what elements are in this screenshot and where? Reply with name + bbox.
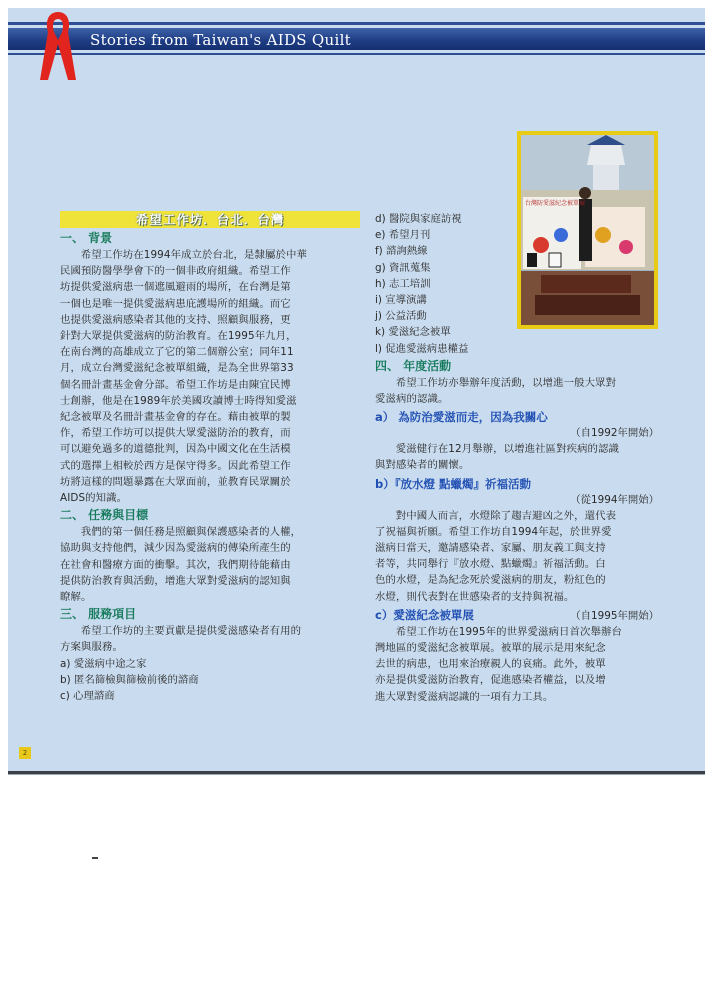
s1-line: 也提供愛滋病感染者其他的支持、照顧與服務，更 [60, 313, 291, 326]
article-title: 希望工作坊．台北．台灣 [60, 211, 360, 228]
right-column [375, 211, 675, 705]
s2-line: 在社會和醫療方面的衝擊。其次，我們期待能藉由 [60, 558, 291, 571]
activity-a-line: 愛滋健行在12月舉辦，以增進社區對疾病的認識 [395, 443, 620, 456]
s1-line: 在南台灣的高雄成立了它的第二個辦公室；同年11 [60, 346, 294, 359]
s1-line: 針對大眾提供愛滋病的防治教育。在1995年九月， [60, 330, 297, 343]
activity-b-line: 色的水燈，是為紀念死於愛滋病的朋友，粉紅色的 [375, 574, 606, 587]
s1-line: 坊將這樣的問題暴露在大眾面前，並教育民眾關於 [60, 475, 291, 488]
service-item: l) 促進愛滋病患權益 [375, 342, 469, 355]
s1-line: 個名冊計畫基金會分部。希望工作坊是由陳宜民博 [60, 378, 291, 391]
s1-line: 可以避免過多的道德批判，因為中國文化在生活模 [60, 443, 291, 456]
s2-line: 協助與支持他們，減少因為愛滋病的傳染所產生的 [60, 542, 291, 555]
section-2-heading: 二、 任務與目標 [60, 508, 149, 523]
s4-line: 希望工作坊亦舉辦年度活動，以增進一般大眾對 [395, 376, 617, 389]
activity-c-heading: c）愛滋紀念被單展 [375, 607, 474, 622]
activity-b-heading: b）『放水燈 點蠟燭』祈福活動 [375, 476, 531, 491]
activity-c-line: 去世的病患，也用來治療親人的哀痛。此外，被單 [375, 658, 606, 671]
service-item: a) 愛滋病中途之家 [60, 657, 147, 670]
s1-line: 作，希望工作坊可以提供大眾愛滋防治的教育，而 [60, 427, 291, 440]
activity-b-line: 者等，共同舉行『放水燈、點蠟燭』祈福活動。白 [375, 558, 606, 571]
red-ribbon-icon [34, 10, 82, 82]
activity-a-since: （自1992年開始） [570, 427, 659, 440]
s2-line: 瞭解。 [60, 591, 92, 604]
activity-a-heading: a） 為防治愛滋而走，因為我關心 [375, 410, 548, 425]
service-item: h) 志工培訓 [375, 277, 431, 290]
left-column [60, 211, 360, 704]
s3-line: 方案與服務。 [60, 641, 123, 654]
activity-c-since: （自1995年開始） [570, 609, 659, 622]
s1-line: 紀念被單及名冊計畫基金會的存在。藉由被單的製 [60, 411, 291, 424]
section-3-heading: 三、 服務項目 [60, 607, 137, 622]
activity-c-line: 灣地區的愛滋紀念被單展。被單的展示是用來紀念 [375, 642, 606, 655]
section-4-heading: 四、 年度活動 [375, 358, 452, 373]
service-item: k) 愛滋紀念被單 [375, 326, 451, 339]
activity-a-line: 與對感染者的關懷。 [375, 459, 470, 472]
s3-line: 希望工作坊的主要貢獻是提供愛滋感染者有用的 [80, 625, 302, 638]
section-1-body [60, 247, 360, 506]
activity-c-line: 進大眾對愛滋病認識的一項有力工具。 [375, 690, 554, 703]
s1-line: AIDS的知識。 [60, 492, 128, 505]
activity-b-line: 滋病日當天，邀請感染者、家屬、朋友義工與支持 [375, 542, 606, 555]
section-2-body [60, 524, 360, 605]
s1-line: 一個也是唯一提供愛滋病患庇護場所的組織。而它 [60, 297, 291, 310]
photo-banner-text: 台灣防愛滋紀念被單展 [525, 201, 586, 207]
scan-mark [92, 857, 98, 859]
activity-b-line: 對中國人而言，水燈除了趨吉避凶之外，還代表 [395, 509, 617, 522]
page-bottom-edge [8, 771, 705, 774]
service-item: j) 公益活動 [375, 310, 427, 323]
activity-b-line: 了祝福與祈願。希望工作坊自1994年起，於世界愛 [375, 525, 612, 538]
page-number: 2 [19, 747, 31, 759]
activity-b-since: （從1994年開始） [570, 493, 659, 506]
activity-b-line: 水燈，則代表對在世感染者的支持與祝福。 [375, 590, 575, 603]
section-1-heading: 一、 背景 [60, 231, 113, 245]
service-item: e) 希望月刊 [375, 229, 431, 242]
header-title: Stories from Taiwan's AIDS Quilt [90, 31, 352, 49]
s4-line: 愛滋病的認識。 [375, 393, 449, 406]
s1-line: 民國預防醫學學會下的一個非政府組織。希望工作 [60, 265, 291, 278]
section-3-body [60, 623, 360, 704]
s1-line: 式的選擇上相較於西方是保守得多。因此希望工作 [60, 459, 291, 472]
service-item: f) 諮詢熱線 [375, 245, 428, 258]
service-item: g) 資訊蒐集 [375, 261, 431, 274]
s2-line: 提供防治教育與活動，增進大眾對愛滋病的認知與 [60, 574, 291, 587]
s1-line: 坊提供愛滋病患一個遮風避雨的場所，在台灣是第 [60, 281, 291, 294]
s1-line: 士創辦，他是在1989年於美國攻讀博士時得知愛滋 [60, 394, 297, 407]
activity-c-line: 希望工作坊在1995年的世界愛滋病日首次舉辦台 [395, 625, 622, 638]
service-item: c) 心理諮商 [60, 690, 115, 703]
s2-line: 我們的第一個任務是照顧與保護感染者的人權， [80, 526, 302, 539]
activity-c-line: 亦是提供愛滋防治教育，促進感染者權益，以及增 [375, 674, 606, 687]
activity-c-heading-row [375, 605, 675, 624]
s1-line: 希望工作坊在1994年成立於台北，是隸屬於中華 [80, 249, 307, 261]
s1-line: 月，成立台灣愛滋紀念被單組織，是為全世界第33 [60, 362, 294, 375]
service-item: d) 醫院與家庭訪視 [375, 213, 462, 225]
service-item: b) 匿名篩檢與篩檢前後的諮商 [60, 673, 199, 686]
service-item: i) 宣導演講 [375, 294, 427, 307]
